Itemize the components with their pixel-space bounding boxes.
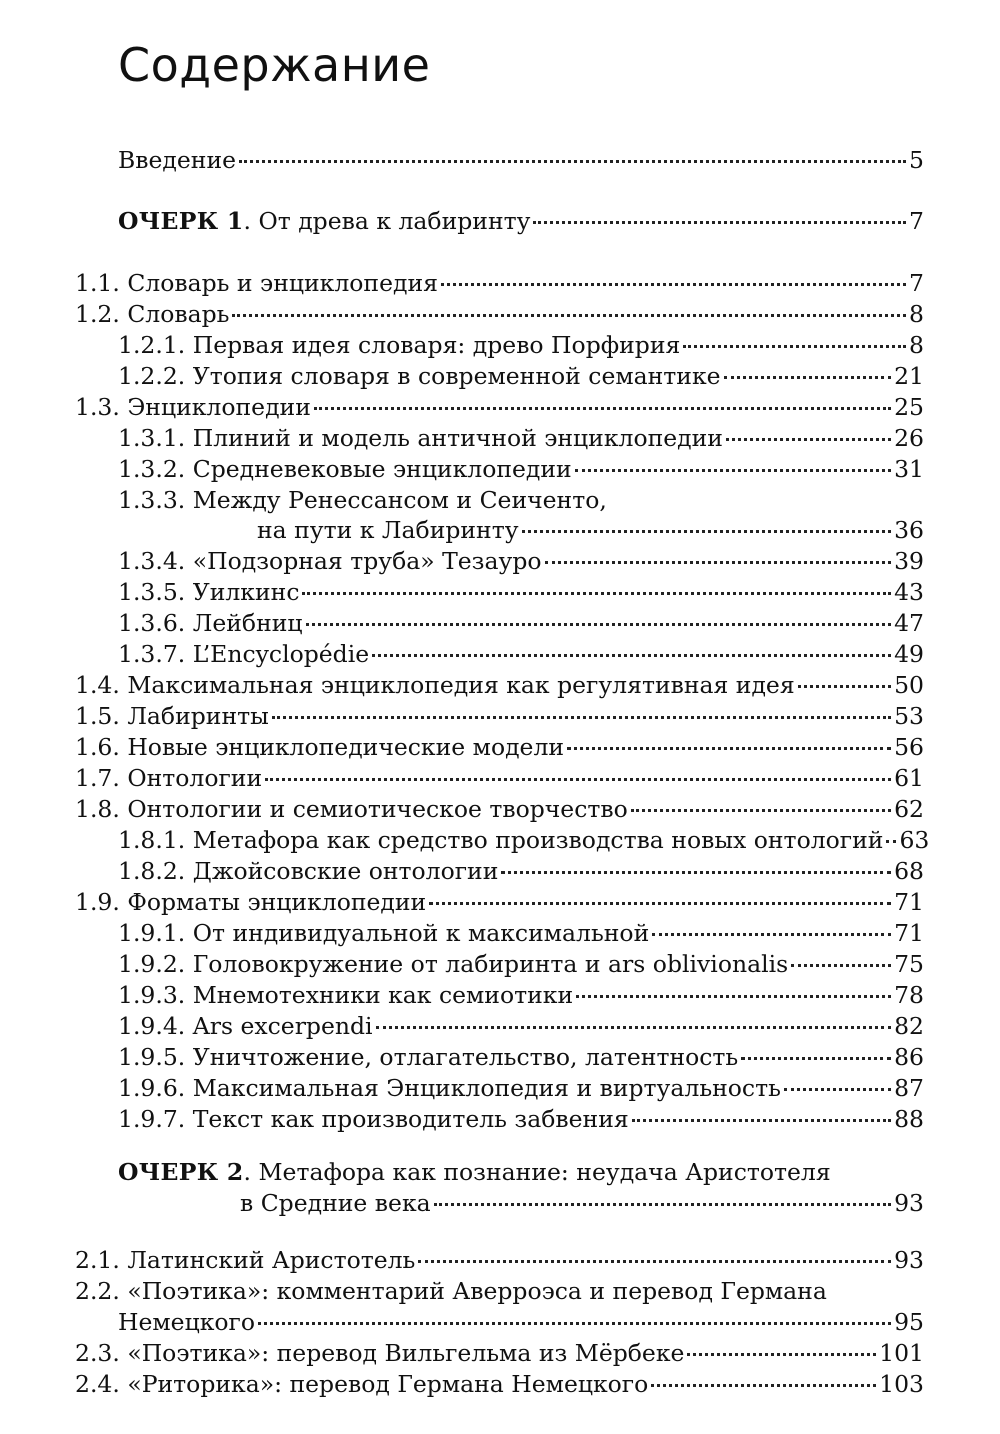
toc-page-number: 56 bbox=[894, 733, 924, 761]
toc-label: 1.3.5. Уилкинс bbox=[118, 578, 300, 606]
toc-label: 2.3. «Поэтика»: перевод Вильгельма из Мёрбеке bbox=[75, 1339, 685, 1367]
toc-entry-1-9-2[interactable] bbox=[118, 949, 924, 979]
toc-entry-1-8-2[interactable] bbox=[118, 856, 924, 886]
toc-label: 1.6. Новые энциклопедические модели bbox=[75, 733, 565, 761]
toc-entry-1-2-2[interactable] bbox=[118, 361, 924, 391]
toc-label: 1.9.5. Уничтожение, отлагательство, латентность bbox=[118, 1043, 739, 1071]
toc-page-number: 71 bbox=[894, 919, 924, 947]
leader-dots bbox=[683, 345, 906, 348]
toc-page-number: 49 bbox=[894, 640, 924, 668]
leader-dots bbox=[434, 1203, 891, 1206]
essay-title: . От древа к лабиринту bbox=[243, 207, 531, 235]
toc-label: 1.8. Онтологии и семиотическое творчество bbox=[75, 795, 628, 823]
toc-label: 1.8.1. Метафора как средство производства новых онтологий bbox=[118, 826, 884, 854]
leader-dots bbox=[501, 871, 891, 874]
toc-page-number: 21 bbox=[894, 362, 924, 390]
toc-label: 1.9.1. От индивидуальной к максимальной bbox=[118, 919, 650, 947]
leader-dots bbox=[798, 685, 891, 688]
toc-label: 1.1. Словарь и энциклопедия bbox=[75, 269, 438, 297]
leader-dots bbox=[314, 407, 891, 410]
toc-entry-1-3-1[interactable] bbox=[118, 423, 924, 453]
toc-entry-1-9[interactable] bbox=[75, 887, 924, 917]
toc-page-number: 26 bbox=[894, 424, 924, 452]
leader-dots bbox=[724, 376, 892, 379]
leader-dots bbox=[632, 1119, 891, 1122]
toc-label: 1.2.2. Утопия словаря в современной семантике bbox=[118, 362, 721, 390]
toc-page-number: 88 bbox=[894, 1105, 924, 1133]
leader-dots bbox=[306, 623, 892, 626]
toc-page-number: 61 bbox=[894, 764, 924, 792]
toc-label: Немецкого bbox=[118, 1308, 255, 1336]
toc-entry-1-5[interactable] bbox=[75, 701, 924, 731]
toc-entry-essay-2-line2[interactable] bbox=[240, 1188, 924, 1218]
toc-label: 1.2.1. Первая идея словаря: древо Порфирия bbox=[118, 331, 681, 359]
toc-label: 1.3.1. Плиний и модель античной энциклопедии bbox=[118, 424, 723, 452]
toc-page-number: 5 bbox=[909, 146, 924, 174]
toc-label: 1.9.7. Текст как производитель забвения bbox=[118, 1105, 629, 1133]
toc-label: 1.9.3. Мнемотехники как семиотики bbox=[118, 981, 574, 1009]
toc-entry-1-7[interactable] bbox=[75, 763, 924, 793]
leader-dots bbox=[651, 1384, 876, 1387]
toc-entry-1-3-6[interactable] bbox=[118, 608, 924, 638]
leader-dots bbox=[886, 840, 896, 843]
toc-label: Введение bbox=[118, 146, 237, 174]
toc-page-number: 47 bbox=[894, 609, 924, 637]
toc-label: 1.3.6. Лейбниц bbox=[118, 609, 303, 637]
toc-entry-1-8-1[interactable] bbox=[118, 825, 930, 855]
toc-page-number: 39 bbox=[894, 547, 924, 575]
toc-label: 2.1. Латинский Аристотель bbox=[75, 1246, 416, 1274]
toc-page-number: 68 bbox=[894, 857, 924, 885]
toc-entry-1-2[interactable] bbox=[75, 299, 924, 329]
leader-dots bbox=[784, 1088, 891, 1091]
toc-page-number: 82 bbox=[894, 1012, 924, 1040]
toc-page-number: 43 bbox=[894, 578, 924, 606]
toc-entry-1-3-3-line1[interactable]: 1.3.3. Между Ренессансом и Сеиченто, bbox=[118, 486, 607, 514]
leader-dots bbox=[441, 283, 906, 286]
toc-entry-1-6[interactable] bbox=[75, 732, 924, 762]
leader-dots bbox=[687, 1353, 876, 1356]
essay-prefix: ОЧЕРК 2 bbox=[118, 1158, 244, 1186]
toc-label: в Средние века bbox=[240, 1189, 431, 1217]
toc-entry-1-1[interactable] bbox=[75, 268, 924, 298]
toc-entry-intro[interactable] bbox=[118, 145, 924, 175]
toc-page-number: 25 bbox=[894, 393, 924, 421]
leader-dots bbox=[429, 902, 891, 905]
toc-label: 1.2. Словарь bbox=[75, 300, 230, 328]
leader-dots bbox=[545, 561, 892, 564]
toc-page-number: 71 bbox=[894, 888, 924, 916]
toc-entry-1-3-7[interactable] bbox=[118, 639, 924, 669]
toc-entry-1-4[interactable] bbox=[75, 670, 924, 700]
toc-page-number: 101 bbox=[879, 1339, 924, 1367]
toc-page-number: 7 bbox=[909, 207, 924, 235]
toc-label: 1.3. Энциклопедии bbox=[75, 393, 311, 421]
toc-entry-1-9-6[interactable] bbox=[118, 1073, 924, 1103]
leader-dots bbox=[631, 809, 891, 812]
toc-page-number: 75 bbox=[894, 950, 924, 978]
leader-dots bbox=[741, 1057, 891, 1060]
toc-page-number: 53 bbox=[894, 702, 924, 730]
essay-prefix: ОЧЕРК 1 bbox=[118, 207, 244, 235]
essay-title: . Метафора как познание: неудача Аристотеля bbox=[243, 1158, 831, 1186]
leader-dots bbox=[522, 530, 892, 533]
toc-label: 1.7. Онтологии bbox=[75, 764, 263, 792]
toc-entry-1-9-3[interactable] bbox=[118, 980, 924, 1010]
toc-page-number: 31 bbox=[894, 455, 924, 483]
toc-entry-essay-1[interactable] bbox=[118, 206, 924, 236]
toc-label: 1.9.6. Максимальная Энциклопедия и виртуальность bbox=[118, 1074, 781, 1102]
toc-entry-1-3-5[interactable] bbox=[118, 577, 924, 607]
leader-dots bbox=[652, 933, 891, 936]
toc-entry-2-4[interactable] bbox=[75, 1369, 924, 1399]
leader-dots bbox=[533, 221, 906, 224]
leader-dots bbox=[265, 778, 891, 781]
leader-dots bbox=[376, 1026, 892, 1029]
toc-page-number: 36 bbox=[894, 516, 924, 544]
toc-page-number: 93 bbox=[894, 1189, 924, 1217]
toc-page-number: 8 bbox=[909, 300, 924, 328]
toc-label: 1.3.7. L’Encyclopédie bbox=[118, 640, 370, 668]
toc-label: на пути к Лабиринту bbox=[257, 516, 519, 544]
toc-entry-1-9-4[interactable] bbox=[118, 1011, 924, 1041]
toc-page-number: 78 bbox=[894, 981, 924, 1009]
leader-dots bbox=[791, 964, 891, 967]
toc-label: 1.5. Лабиринты bbox=[75, 702, 269, 730]
leader-dots bbox=[726, 438, 891, 441]
leader-dots bbox=[239, 160, 906, 163]
toc-label: 1.3.4. «Подзорная труба» Тезауро bbox=[118, 547, 542, 575]
toc-label: 1.9.2. Головокружение от лабиринта и ars oblivionalis bbox=[118, 950, 789, 978]
toc-entry-1-9-5[interactable] bbox=[118, 1042, 924, 1072]
page-title: Содержание bbox=[118, 38, 431, 92]
toc-label: 1.9. Форматы энциклопедии bbox=[75, 888, 427, 916]
toc-label: 1.8.2. Джойсовские онтологии bbox=[118, 857, 499, 885]
leader-dots bbox=[418, 1260, 891, 1263]
leader-dots bbox=[575, 469, 891, 472]
leader-dots bbox=[567, 747, 891, 750]
toc-page-number: 86 bbox=[894, 1043, 924, 1071]
toc-entry-2-1[interactable] bbox=[75, 1245, 924, 1275]
leader-dots bbox=[576, 995, 891, 998]
toc-entry-1-3-4[interactable] bbox=[118, 546, 924, 576]
toc-entry-essay-2-line1[interactable] bbox=[118, 1157, 831, 1187]
toc-label: 1.9.4. Ars excerpendi bbox=[118, 1012, 373, 1040]
toc-entry-1-8[interactable] bbox=[75, 794, 924, 824]
toc-page-number: 50 bbox=[894, 671, 924, 699]
toc-entry-1-9-1[interactable] bbox=[118, 918, 924, 948]
leader-dots bbox=[272, 716, 891, 719]
toc-label bbox=[118, 206, 530, 236]
toc-label: 2.4. «Риторика»: перевод Германа Немецкого bbox=[75, 1370, 649, 1398]
toc-page-number: 62 bbox=[894, 795, 924, 823]
toc-entry-1-2-1[interactable] bbox=[118, 330, 924, 360]
toc-label: 1.3.2. Средневековые энциклопедии bbox=[118, 455, 572, 483]
toc-entry-2-2-line2[interactable] bbox=[118, 1307, 924, 1337]
toc-entry-1-3-3-line2[interactable] bbox=[257, 515, 924, 545]
toc-page-number: 93 bbox=[894, 1246, 924, 1274]
toc-page-number: 87 bbox=[894, 1074, 924, 1102]
toc-entry-1-3-2[interactable] bbox=[118, 454, 924, 484]
leader-dots bbox=[302, 592, 891, 595]
toc-page-number: 103 bbox=[879, 1370, 924, 1398]
toc-page-number: 8 bbox=[909, 331, 924, 359]
toc-page-number: 95 bbox=[894, 1308, 924, 1336]
toc-entry-2-3[interactable] bbox=[75, 1338, 924, 1368]
toc-entry-1-3[interactable] bbox=[75, 392, 924, 422]
toc-entry-1-9-7[interactable] bbox=[118, 1104, 924, 1134]
toc-entry-2-2-line1[interactable]: 2.2. «Поэтика»: комментарий Аверроэса и перевод Германа bbox=[75, 1277, 827, 1305]
toc-page-number: 7 bbox=[909, 269, 924, 297]
leader-dots bbox=[258, 1322, 891, 1325]
toc-label: 1.4. Максимальная энциклопедия как регулятивная идея bbox=[75, 671, 795, 699]
toc-page-number: 63 bbox=[899, 826, 930, 854]
leader-dots bbox=[232, 314, 906, 317]
leader-dots bbox=[372, 654, 891, 657]
